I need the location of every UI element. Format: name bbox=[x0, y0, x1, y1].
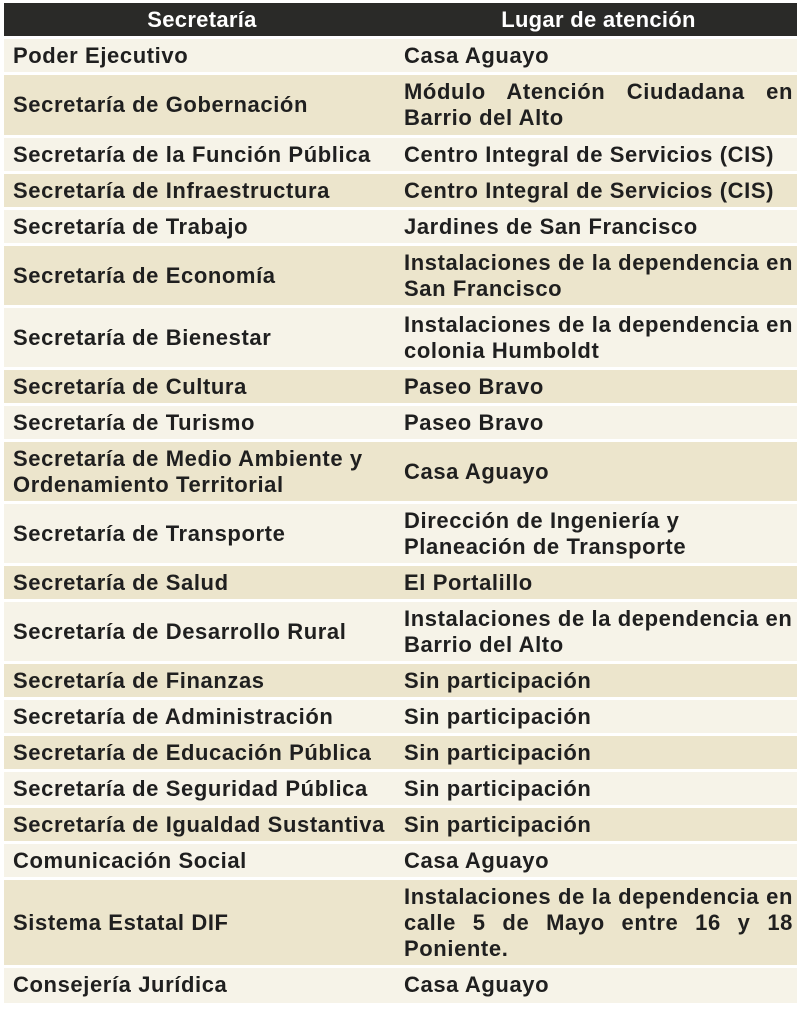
lugar-cell: Casa Aguayo bbox=[400, 967, 797, 1003]
secretaria-cell: Secretaría de Economía bbox=[4, 245, 400, 307]
table-row bbox=[4, 807, 797, 843]
secretaria-cell: Secretaría de Transporte bbox=[4, 503, 400, 565]
table-row bbox=[4, 565, 797, 601]
lugar-cell: Módulo Atención Ciudadana en Barrio del Alto bbox=[400, 74, 797, 137]
secretaria-cell: Secretaría de Desarrollo Rural bbox=[4, 601, 400, 663]
table-row bbox=[4, 879, 797, 967]
table-row bbox=[4, 967, 797, 1003]
lugar-cell: Centro Integral de Servicios (CIS) bbox=[400, 173, 797, 209]
secretaria-cell: Secretaría de Salud bbox=[4, 565, 400, 601]
table-row bbox=[4, 735, 797, 771]
secretaria-cell: Secretaría de Cultura bbox=[4, 369, 400, 405]
secretaria-cell: Secretaría de Educación Pública bbox=[4, 735, 400, 771]
secretaria-cell: Secretaría de Administración bbox=[4, 699, 400, 735]
table-row bbox=[4, 209, 797, 245]
lugar-cell: Instalaciones de la dependencia en Barrio del Alto bbox=[400, 601, 797, 663]
table-body bbox=[4, 38, 797, 1003]
secretaria-cell: Consejería Jurídica bbox=[4, 967, 400, 1003]
lugar-cell: Paseo Bravo bbox=[400, 405, 797, 441]
table-row bbox=[4, 173, 797, 209]
table-row bbox=[4, 441, 797, 503]
lugar-cell: Centro Integral de Servicios (CIS) bbox=[400, 137, 797, 173]
header-lugar: Lugar de atención bbox=[400, 3, 797, 38]
secretaria-cell: Secretaría de Infraestructura bbox=[4, 173, 400, 209]
lugar-cell: Instalaciones de la dependencia en calle 5 de Mayo entre 16 y 18 Poniente. bbox=[400, 879, 797, 967]
table-row bbox=[4, 307, 797, 369]
lugar-cell: Casa Aguayo bbox=[400, 441, 797, 503]
secretaria-cell: Sistema Estatal DIF bbox=[4, 879, 400, 967]
table-row bbox=[4, 601, 797, 663]
lugar-cell: Dirección de Ingeniería y Planeación de Transporte bbox=[400, 503, 797, 565]
table-row bbox=[4, 38, 797, 74]
header-secretaria: Secretaría bbox=[4, 3, 400, 38]
secretaria-cell: Secretaría de la Función Pública bbox=[4, 137, 400, 173]
secretaria-cell: Comunicación Social bbox=[4, 843, 400, 879]
secretaria-cell: Secretaría de Turismo bbox=[4, 405, 400, 441]
table-row bbox=[4, 369, 797, 405]
lugar-cell: Paseo Bravo bbox=[400, 369, 797, 405]
lugar-cell: Instalaciones de la dependencia en colonia Humboldt bbox=[400, 307, 797, 369]
table-row bbox=[4, 405, 797, 441]
secretaria-cell: Secretaría de Gobernación bbox=[4, 74, 400, 137]
table-row bbox=[4, 771, 797, 807]
table-row bbox=[4, 503, 797, 565]
secretaria-cell: Secretaría de Medio Ambiente y Ordenamiento Territorial bbox=[4, 441, 400, 503]
secretaria-cell: Secretaría de Finanzas bbox=[4, 663, 400, 699]
table-header-row bbox=[4, 3, 797, 38]
lugar-cell: Casa Aguayo bbox=[400, 843, 797, 879]
secretaria-cell: Secretaría de Seguridad Pública bbox=[4, 771, 400, 807]
lugar-cell: Sin participación bbox=[400, 699, 797, 735]
table-row bbox=[4, 663, 797, 699]
table-row bbox=[4, 74, 797, 137]
table-row bbox=[4, 699, 797, 735]
lugar-cell: Instalaciones de la dependencia en San Francisco bbox=[400, 245, 797, 307]
lugar-cell: Sin participación bbox=[400, 663, 797, 699]
lugar-cell: El Portalillo bbox=[400, 565, 797, 601]
secretaria-cell: Secretaría de Igualdad Sustantiva bbox=[4, 807, 400, 843]
table-row bbox=[4, 843, 797, 879]
secretaria-cell: Secretaría de Bienestar bbox=[4, 307, 400, 369]
table-row bbox=[4, 137, 797, 173]
table-row bbox=[4, 245, 797, 307]
secretaria-cell: Poder Ejecutivo bbox=[4, 38, 400, 74]
secretaria-cell: Secretaría de Trabajo bbox=[4, 209, 400, 245]
lugar-cell: Casa Aguayo bbox=[400, 38, 797, 74]
attention-places-table bbox=[4, 3, 797, 1003]
lugar-cell: Sin participación bbox=[400, 771, 797, 807]
lugar-cell: Sin participación bbox=[400, 807, 797, 843]
lugar-cell: Jardines de San Francisco bbox=[400, 209, 797, 245]
lugar-cell: Sin participación bbox=[400, 735, 797, 771]
